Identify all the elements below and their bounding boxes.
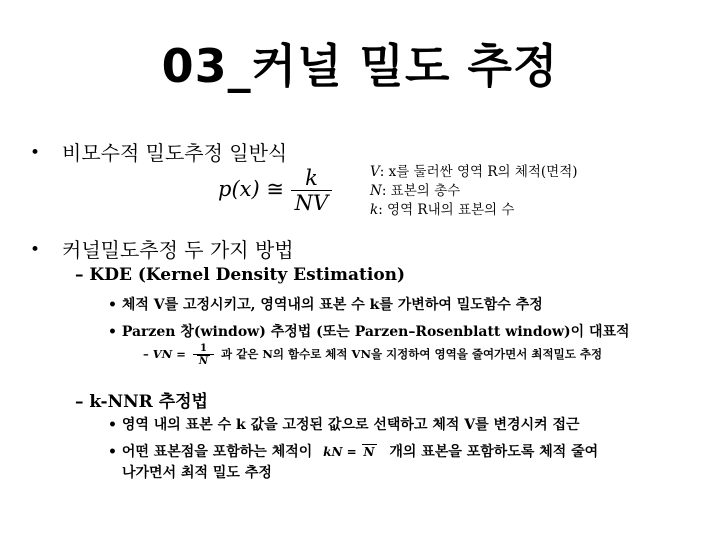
density-formula [218, 166, 332, 215]
knnr-sqrt: N [363, 445, 375, 459]
section2-heading: 커널밀도추정 두 가지 방법 [62, 238, 294, 262]
knnr-bullet-2: • 어떤 표본점을 포함하는 체적이 kN = N 개의 표본을 포함하도록 체적 줄여 [108, 444, 599, 460]
definition-v: V: x를 둘러싼 영역 R의 체적(면적) [370, 164, 578, 180]
knnr-eq: kN = [323, 445, 357, 459]
knnr-bullet-1: • 영역 내의 표본 수 k 값을 고정된 값으로 선택하고 체적 V를 변경시켜 접근 [108, 417, 580, 433]
definition-k: k: 영역 R내의 표본의 수 [370, 202, 515, 218]
bullet-dot: • [30, 143, 41, 163]
slide-title: 03_커널 밀도 추정 [161, 39, 559, 93]
formula-lhs: p(x) [218, 177, 260, 201]
kde-bullet-2: • Parzen 창(window) 추정법 (또는 Parzen–Rosenblatt window)이 대표적 [108, 324, 630, 340]
definition-n: N: 표본의 총수 [370, 183, 461, 199]
section1-heading: 비모수적 밀도추정 일반식 [62, 141, 288, 165]
formula-fraction [291, 166, 333, 215]
formula-rel: ≅ [266, 177, 284, 201]
kde-sub-bullet: – VN = $\frac{1}{N}$ 과 같은 N의 함수로 체적 VN을 지정하여 영역을 줄여가면서 최적밀도 추정 [143, 343, 603, 367]
formula-numerator: k [291, 166, 333, 191]
bullet-dot: • [30, 240, 41, 260]
kde-bullet-1: • 체적 V를 고정시키고, 영역내의 표본 수 k를 가변하여 밀도함수 추정 [108, 297, 543, 313]
knnr-title: – k-NNR 추정법 [75, 392, 208, 412]
formula-denominator: NV [294, 191, 329, 215]
kde-title: – KDE (Kernel Density Estimation) [75, 265, 406, 285]
knnr-bullet-2-cont: 나가면서 최적 밀도 추정 [122, 465, 272, 481]
definitions [370, 163, 578, 220]
sqrt-fraction: $\frac{1}{N}$ [193, 343, 214, 367]
